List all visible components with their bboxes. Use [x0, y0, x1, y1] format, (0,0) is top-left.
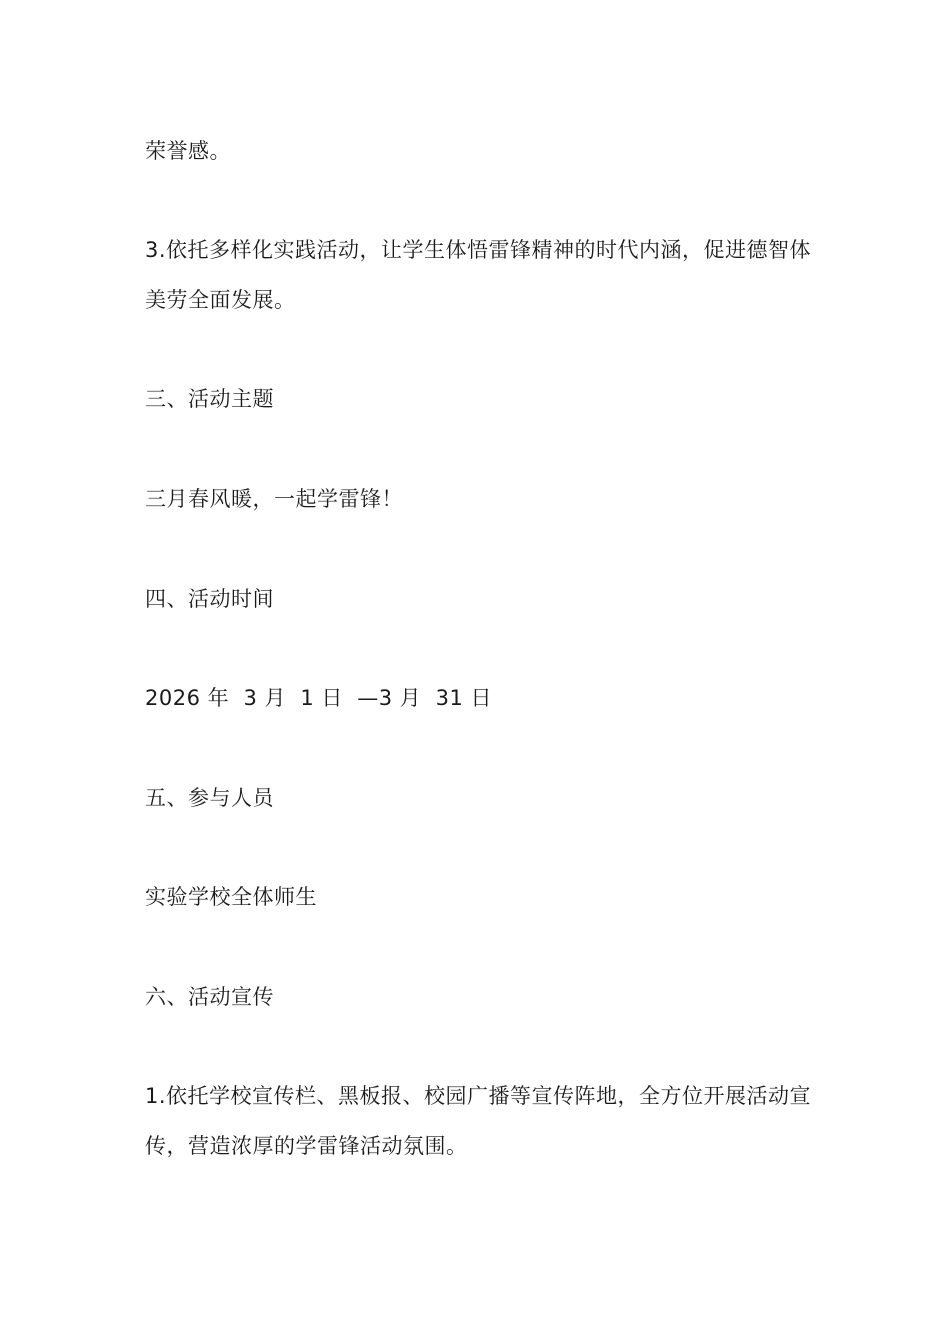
paragraph-goal-3: 3.依托多样化实践活动，让学生体悟雷锋精神的时代内涵，促进德智体美劳全面发展。 — [145, 238, 812, 312]
heading-participants: 五、参与人员 — [145, 786, 274, 810]
heading-activity-theme: 三、活动主题 — [145, 387, 274, 411]
paragraph-honor: 荣誉感。 — [145, 139, 231, 163]
heading-activity-time: 四、活动时间 — [145, 587, 274, 611]
paragraph-time: 2026 年 3 月 1 日 —3 月 31 日 — [145, 686, 493, 710]
heading-publicity: 六、活动宣传 — [145, 985, 274, 1009]
paragraph-publicity-1: 1.依托学校宣传栏、黑板报、校园广播等宣传阵地，全方位开展活动宣传，营造浓厚的学雷锋活动氛围。 — [145, 1084, 812, 1158]
paragraph-theme: 三月春风暖，一起学雷锋！ — [145, 487, 403, 511]
paragraph-participants: 实验学校全体师生 — [145, 885, 317, 909]
